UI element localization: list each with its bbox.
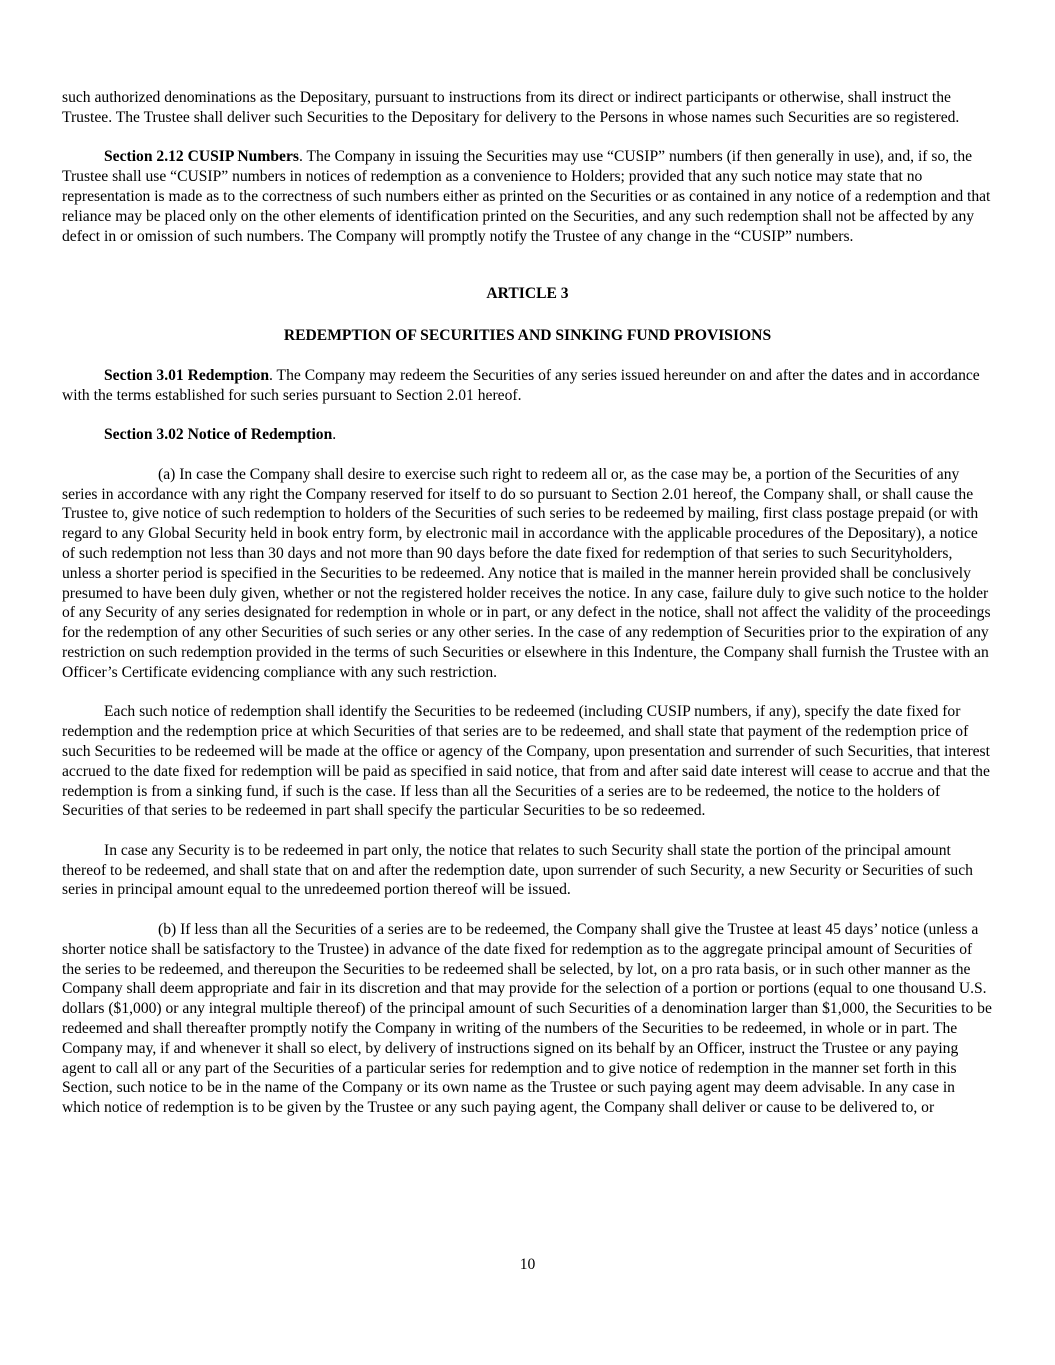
article-subtitle: REDEMPTION OF SECURITIES AND SINKING FUND PROVISIONS	[283, 327, 772, 345]
article-title: ARTICLE 3	[486, 285, 569, 303]
section-3-02-trail: .	[332, 426, 337, 444]
carryover-paragraph: such authorized denominations as the Depositary, pursuant to instructions from its direct or indirect participants or otherwise, shall instruct the Trustee. The Trustee shall deliver such Securities to the Depositary for delivery to the Persons in whose names such Securities are so registered.	[62, 89, 960, 126]
section-2-12-heading: Section 2.12 CUSIP Numbers	[104, 148, 299, 166]
section-3-02-part-paragraph: In case any Security is to be redeemed in part only, the notice that relates to such Security shall state the portion of the principal amount thereof to be redeemed, and shall state that on and after the redemption date, upon surrender of such Security, a new Security or Securities of such series in principal amount equal to the unredeemed portion thereof will be issued.	[62, 841, 973, 899]
section-3-01-paragraph	[62, 366, 993, 406]
section-3-01-body: . The Company may redeem the Securities of any series issued hereunder on and after the dates and in accordance with the terms established for such series pursuant to Section 2.01 hereof.	[62, 366, 980, 404]
section-2-12-body: . The Company in issuing the Securities may use “CUSIP” numbers (if then generally in use), and, if so, the Trustee shall use “CUSIP” numbers in notices of redemption as a convenience to Holders; provided that any such notice may state that no representation is made as to the correctness of such numbers either as printed on the Securities or as contained in any notice of a redemption and that reliance may be placed only on the other elements of identification printed on the Securities, and any such redemption shall not be affected by any defect in or omission of such numbers. The Company will promptly notify the Trustee of any change in the “CUSIP” numbers.	[62, 148, 991, 245]
section-3-02-heading: Section 3.02 Notice of Redemption	[104, 426, 333, 444]
section-3-02-b-paragraph: (b) If less than all the Securities of a series are to be redeemed, the Company shall give the Trustee at least 45 days’ notice (unless a shorter notice shall be satisfactory to the Trustee) in advance of the date fixed for redemption as to the aggregate principal amount of Securities of the series to be redeemed, and thereupon the Securities to be redeemed shall be selected, by lot, on a pro rata basis, or in such other manner as the Company shall deem appropriate and fair in its discretion and that may provide for the selection of a portion or portions (equal to one thousand U.S. dollars ($1,000) or any integral multiple thereof) of the principal amount of such Securities of a denomination larger than $1,000, the Securities to be redeemed and shall thereafter promptly notify the Company in writing of the numbers of the Securities to be redeemed, in whole or in part. The Company may, if and whenever it shall so elect, by delivery of instructions signed on its behalf by an Officer, instruct the Trustee or any paying agent to call all or any part of the Securities of a particular series for redemption and to give notice of redemption in the manner set forth in this Section, such notice to be in the name of the Company or its own name as the Trustee or such paying agent may deem advisable. In any case in which notice of redemption is to be given by the Trustee or any such paying agent, the Company shall deliver or cause to be delivered to, or	[62, 921, 992, 1117]
section-3-02-each-paragraph: Each such notice of redemption shall identify the Securities to be redeemed (including CUSIP numbers, if any), specify the date fixed for redemption and the redemption price at which Securities of that series are to be redeemed, and shall state that payment of the redemption price of such Securities to be redeemed will be made at the office or agency of the Company, upon presentation and surrender of such Securities, that interest accrued to the date fixed for redemption will be paid as specified in said notice, that from and after said date interest will cease to accrue and that the redemption is from a sinking fund, if such is the case. If less than all the Securities of a series are to be redeemed, the notice to the holders of Securities of that series to be redeemed in part shall specify the particular Securities to be so redeemed.	[62, 703, 990, 820]
section-3-01-heading: Section 3.01 Redemption	[104, 366, 270, 384]
section-3-02-a-paragraph: (a) In case the Company shall desire to exercise such right to redeem all or, as the case may be, a portion of the Securities of any series in accordance with any right the Company reserved for itself to do so pursuant to Section 2.01 hereof, the Company shall, or shall cause the Trustee to, give notice of such redemption to holders of the Securities of such series to be redeemed by mailing, first class postage prepaid (or with regard to any Global Security held in book entry form, by electronic mail in accordance with the applicable procedures of the Depositary), a notice of such redemption not less than 30 days and not more than 90 days before the date fixed for redemption of that series to such Securityholders, unless a shorter period is specified in the Securities to be redeemed. Any notice that is mailed in the manner herein provided shall be conclusively presumed to have been duly given, whether or not the registered holder receives the notice. In any case, failure duly to give such notice to the holder of any Security of any series designated for redemption in whole or in part, or any defect in the notice, shall not affect the validity of the proceedings for the redemption of any other Securities of such series or any other series. In the case of any redemption of Securities prior to the expiration of any restriction on such redemption provided in the terms of such Securities or elsewhere in this Indenture, the Company shall furnish the Trustee with an Officer’s Certificate evidencing compliance with any such restriction.	[62, 465, 991, 681]
document-page	[62, 88, 993, 1138]
section-2-12-paragraph	[62, 147, 993, 246]
section-3-02-heading-line	[62, 425, 993, 445]
page-number: 10	[519, 1256, 536, 1273]
